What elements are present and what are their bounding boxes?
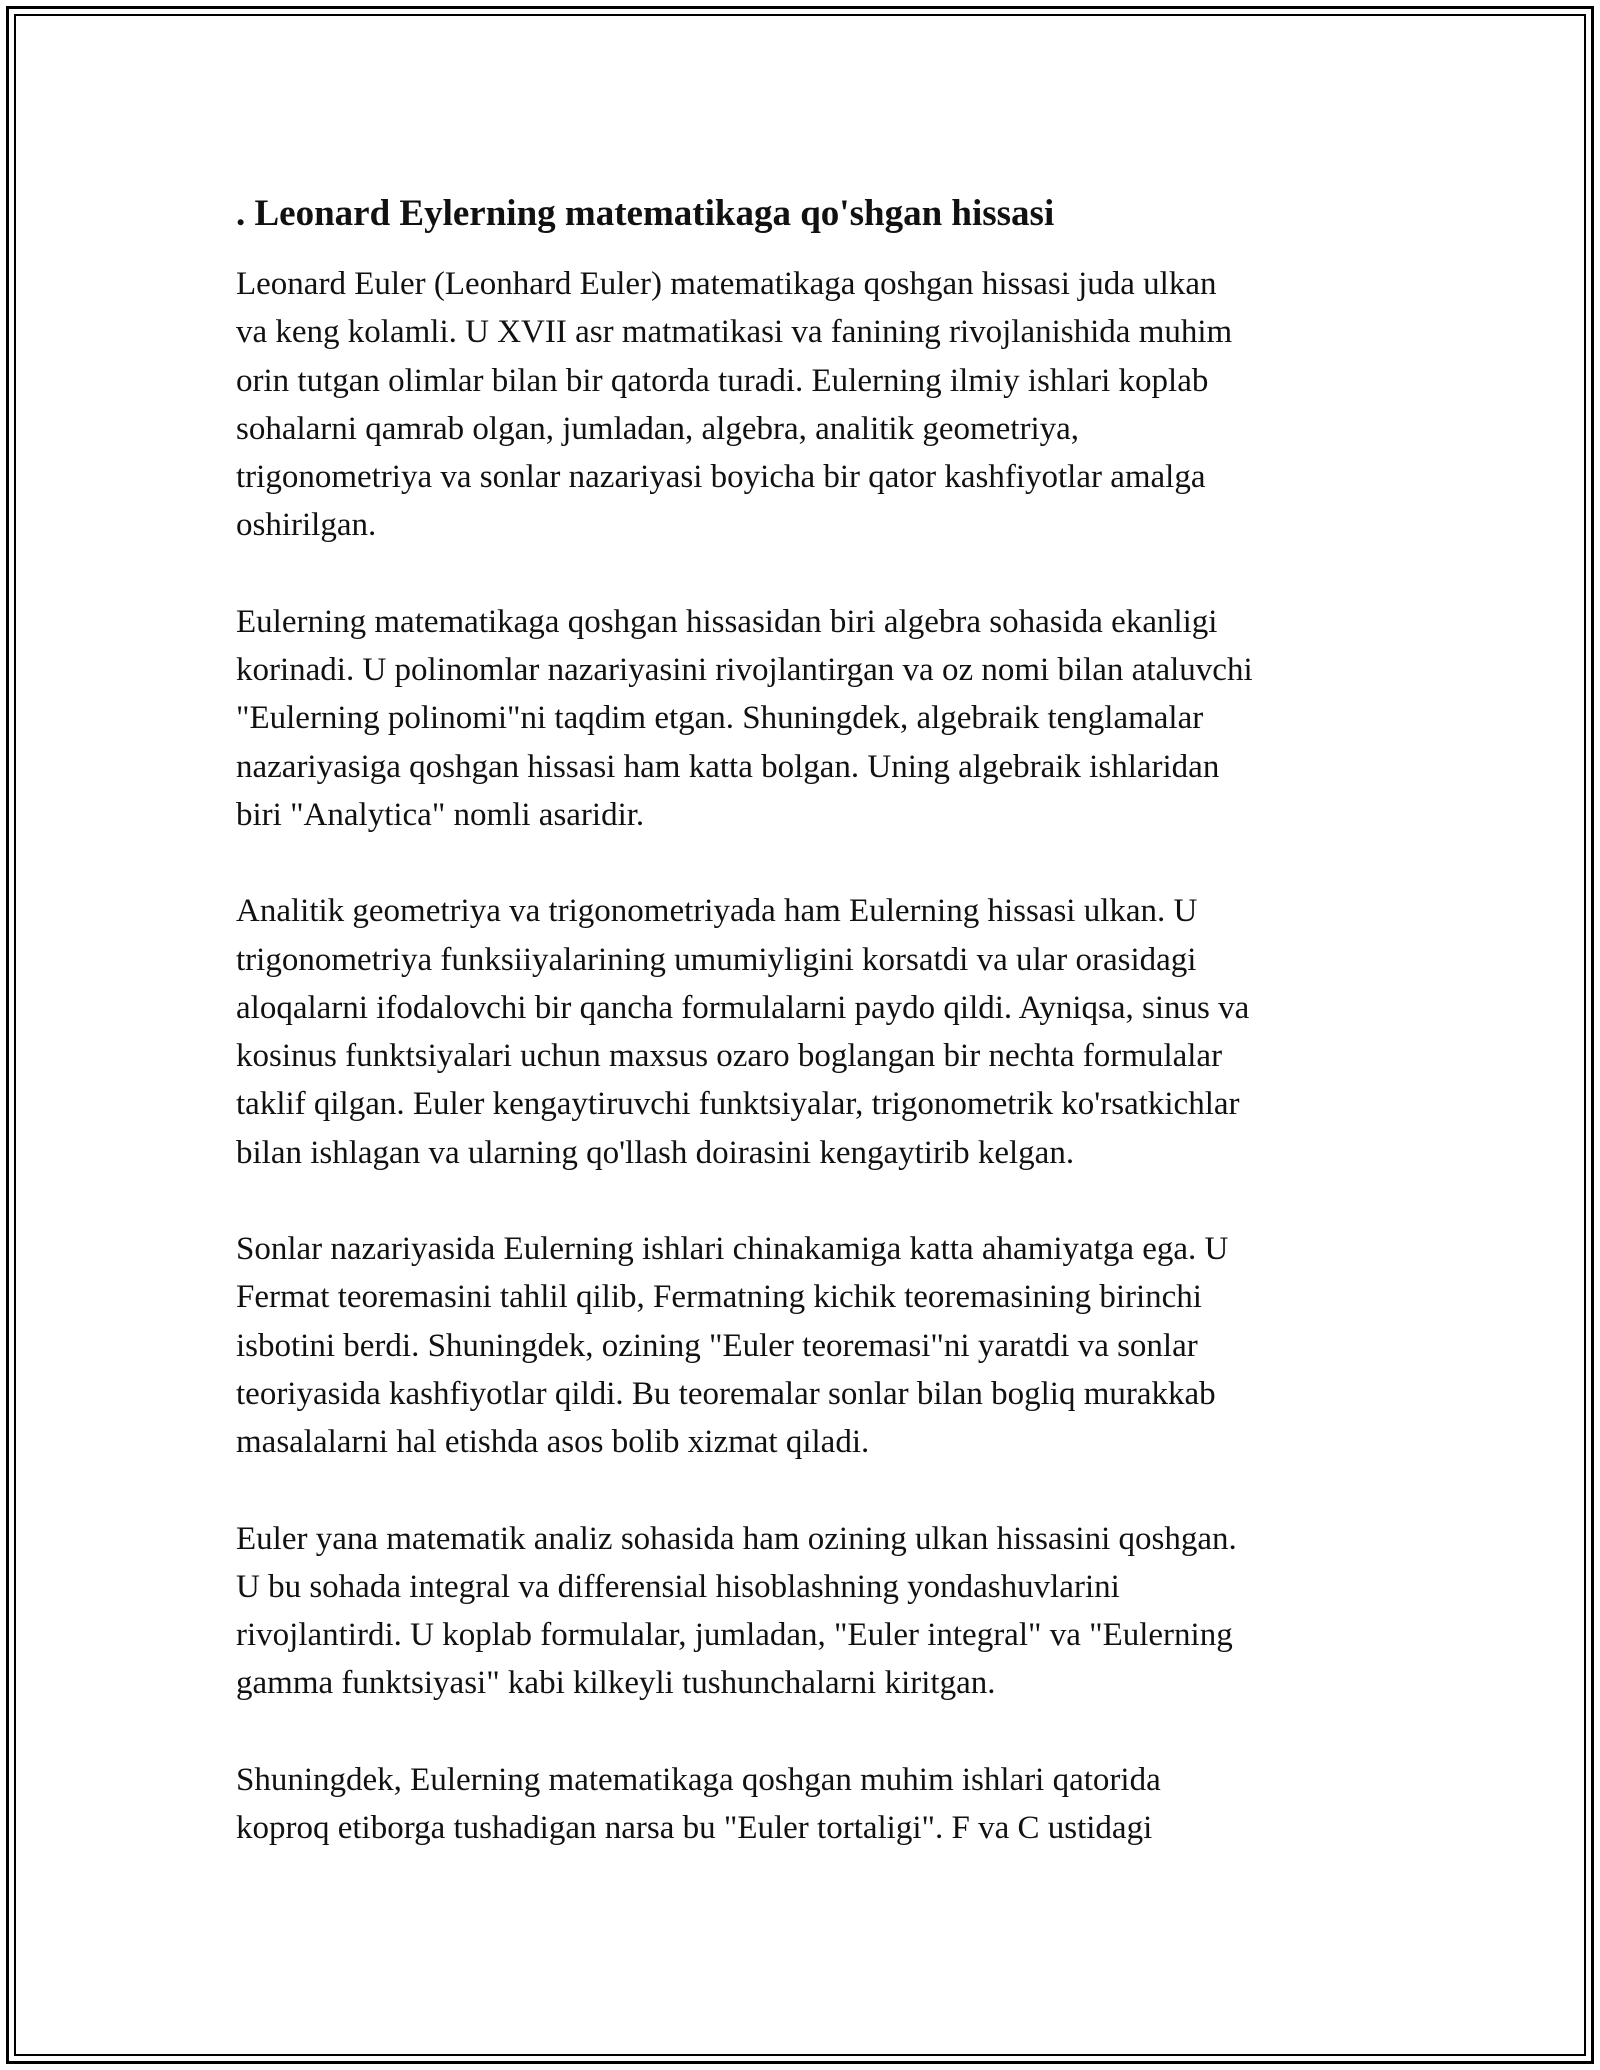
document-body [236,186,1386,1900]
text-line: gamma funktsiyasi" kabi kilkeyli tushunchalarni kiritgan. [236,1665,996,1702]
text-line: orin tutgan olimlar bilan bir qatorda turadi. Eulerning ilmiy ishlari koplab [236,362,1209,399]
document-title: . Leonard Eylerning matematikaga qo'shgan hissasi [236,193,1055,234]
text-line: koproq etiborga tushadigan narsa bu "Euler tortaligi". F va C ustidagi [236,1810,1153,1847]
text-line: Analitik geometriya va trigonometriyada ham Eulerning hissasi ulkan. U [236,893,1198,930]
paragraph [236,260,1386,550]
text-line: oshirilgan. [236,507,377,544]
text-line: korinadi. U polinomlar nazariyasini rivojlantirgan va oz nomi bilan ataluvchi [236,652,1253,689]
text-line: taklif qilgan. Euler kengaytiruvchi funktsiyalar, trigonometrik ko'rsatkichlar [236,1086,1240,1123]
text-line: sohalarni qamrab olgan, jumladan, algebra, analitik geometriya, [236,410,1080,447]
paragraph [236,598,1386,839]
text-line: Fermat teoremasini tahlil qilib, Fermatning kichik teoremasining birinchi [236,1279,1202,1316]
paragraph [236,1515,1386,1708]
text-line: Sonlar nazariyasida Eulerning ishlari chinakamiga katta ahamiyatga ega. U [236,1231,1229,1268]
text-line: isbotini berdi. Shuningdek, ozining "Euler teoremasi"ni yaratdi va sonlar [236,1327,1198,1364]
text-line: "Eulerning polinomi"ni taqdim etgan. Shuningdek, algebraik tenglamalar [236,700,1204,737]
text-line: Eulerning matematikaga qoshgan hissasidan biri algebra sohasida ekanligi [236,603,1218,640]
paragraph [236,887,1386,1177]
text-line: Euler yana matematik analiz sohasida ham ozining ulkan hissasini qoshgan. [236,1520,1237,1557]
text-line: Leonard Euler (Leonhard Euler) matematikaga qoshgan hissasi juda ulkan [236,266,1217,302]
text-line: nazariyasiga qoshgan hissasi ham katta bolgan. Uning algebraik ishlaridan [236,748,1220,785]
text-line: kosinus funktsiyalari uchun maxsus ozaro boglangan bir nechta formulalar [236,1038,1223,1075]
text-line: trigonometriya va sonlar nazariyasi boyicha bir qator kashfiyotlar amalga [236,459,1206,496]
paragraph-list [236,260,1386,1852]
paragraph [236,1756,1386,1853]
text-line: va keng kolamli. U XVII asr matmatikasi va fanining rivojlanishida muhim [236,314,1233,351]
text-line: biri "Analytica" nomli asaridir. [236,796,645,833]
text-line: teoriyasida kashfiyotlar qildi. Bu teoremalar sonlar bilan bogliq murakkab [236,1375,1216,1412]
text-line: Shuningdek, Eulerning matematikaga qoshgan muhim ishlari qatorida [236,1761,1161,1798]
text-line: aloqalarni ifodalovchi bir qancha formulalarni paydo qildi. Ayniqsa, sinus va [236,989,1250,1026]
text-line: rivojlantirdi. U koplab formulalar, jumladan, "Euler integral" va "Eulerning [236,1617,1233,1654]
text-line: trigonometriya funksiiyalarining umumiyligini korsatdi va ular orasidagi [236,941,1197,978]
text-line: U bu sohada integral va differensial hisoblashning yondashuvlarini [236,1568,1120,1605]
text-line: bilan ishlagan va ularning qo'llash doirasini kengaytirib kelgan. [236,1134,1075,1171]
paragraph [236,1225,1386,1466]
text-line: masalalarni hal etishda asos bolib xizmat qiladi. [236,1424,870,1461]
